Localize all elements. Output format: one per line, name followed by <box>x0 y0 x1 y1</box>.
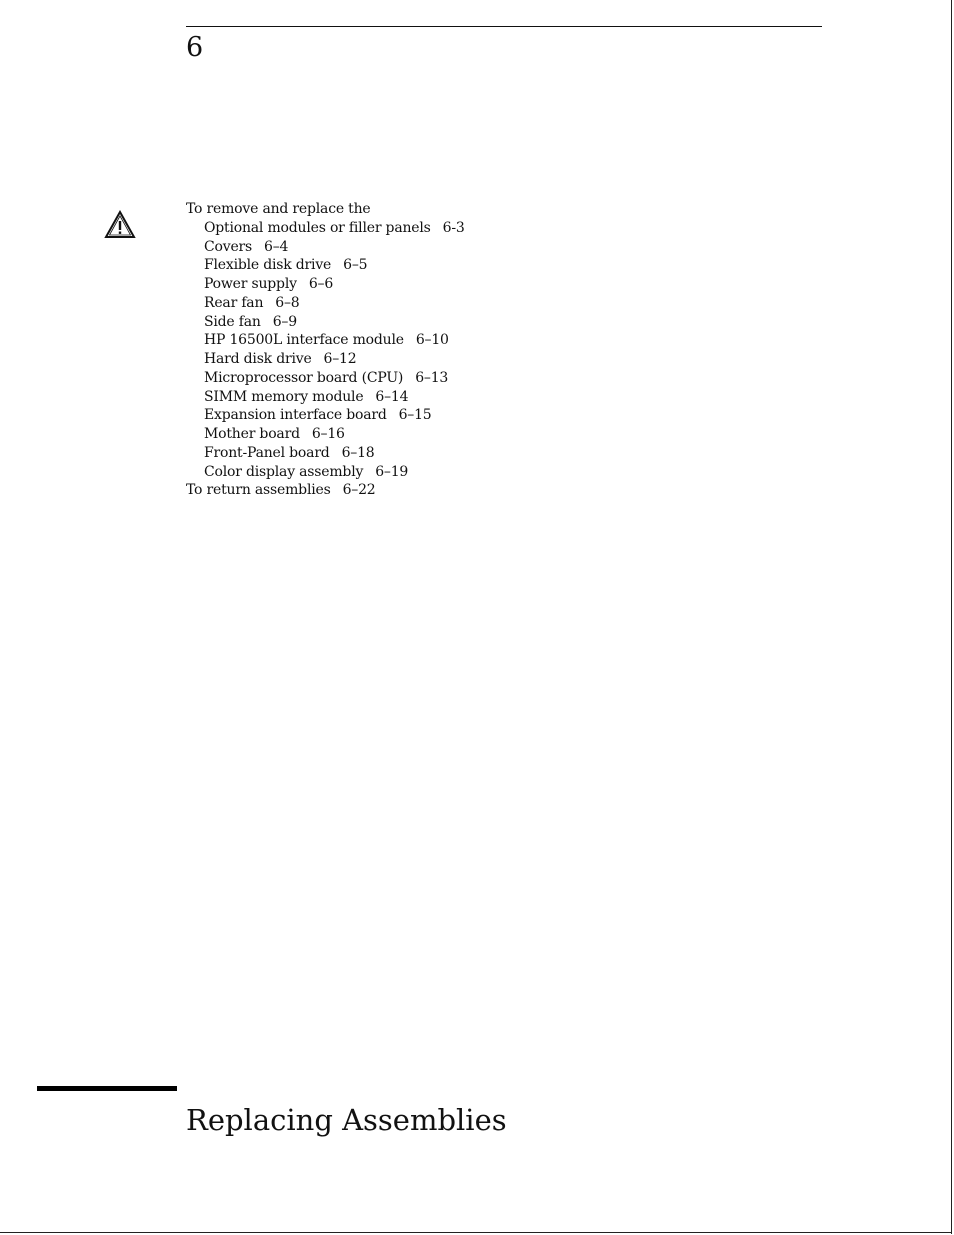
toc-item-label: Covers <box>204 238 253 255</box>
page-border-bottom <box>0 1232 952 1233</box>
chapter-title: Replacing Assemblies <box>186 1103 507 1137</box>
toc-item[interactable] <box>186 444 465 463</box>
toc-item[interactable] <box>186 256 465 275</box>
toc-footer-label: To return assemblies <box>186 482 331 499</box>
toc-item[interactable] <box>186 463 465 482</box>
toc-item-page: 6–14 <box>375 388 409 405</box>
toc-item-label: SIMM memory module <box>204 388 364 405</box>
toc-item[interactable] <box>186 275 465 294</box>
page-border-right <box>951 0 952 1234</box>
toc-item-page: 6–12 <box>323 351 357 367</box>
toc-item-page: 6-3 <box>442 219 465 236</box>
toc-item-list <box>186 219 465 482</box>
toc-item[interactable] <box>186 238 465 257</box>
chapter-number: 6 <box>186 32 204 63</box>
toc-item-page: 6–13 <box>415 369 449 386</box>
toc-item-label: Microprocessor board (CPU) <box>204 369 404 386</box>
toc-item-page: 6–19 <box>375 463 409 480</box>
toc-item-label: HP 16500L interface module <box>204 332 404 349</box>
toc-item-label: Rear fan <box>204 294 264 311</box>
toc-item-label: Expansion interface board <box>204 407 387 424</box>
toc-item[interactable] <box>186 388 465 407</box>
header-rule <box>186 26 822 27</box>
toc-item[interactable] <box>186 313 465 332</box>
toc-item-page: 6–4 <box>264 238 289 255</box>
toc-item-page: 6–9 <box>272 313 297 330</box>
toc-item[interactable] <box>186 406 465 425</box>
toc-item-page: 6–15 <box>398 407 432 424</box>
toc-item-label: Color display assembly <box>204 463 364 480</box>
toc-item-page: 6–16 <box>311 426 345 442</box>
table-of-contents <box>186 200 465 500</box>
toc-item[interactable] <box>186 425 465 444</box>
toc-item-page: 6–6 <box>308 276 334 292</box>
toc-item-page: 6–8 <box>275 294 300 311</box>
toc-item[interactable] <box>186 369 465 388</box>
toc-item-page: 6–10 <box>415 332 449 349</box>
toc-intro: To remove and replace the <box>186 201 371 217</box>
toc-item-page: 6–18 <box>341 444 375 461</box>
toc-footer-page: 6–22 <box>342 482 376 499</box>
toc-item-label: Optional modules or filler panels <box>204 219 431 236</box>
toc-footer-item[interactable] <box>186 481 465 500</box>
toc-item[interactable] <box>186 294 465 313</box>
toc-item-label: Hard disk drive <box>204 351 312 367</box>
chapter-title-rule <box>37 1086 177 1091</box>
toc-item-label: Power supply <box>204 276 297 292</box>
toc-item[interactable] <box>186 219 465 238</box>
toc-item-label: Flexible disk drive <box>204 257 332 274</box>
warning-triangle-icon <box>104 210 136 240</box>
toc-item-label: Front-Panel board <box>204 444 330 461</box>
toc-item-label: Mother board <box>204 426 300 442</box>
toc-item[interactable] <box>186 350 465 369</box>
toc-item[interactable] <box>186 331 465 350</box>
toc-item-page: 6–5 <box>343 257 368 274</box>
toc-item-label: Side fan <box>204 313 261 330</box>
